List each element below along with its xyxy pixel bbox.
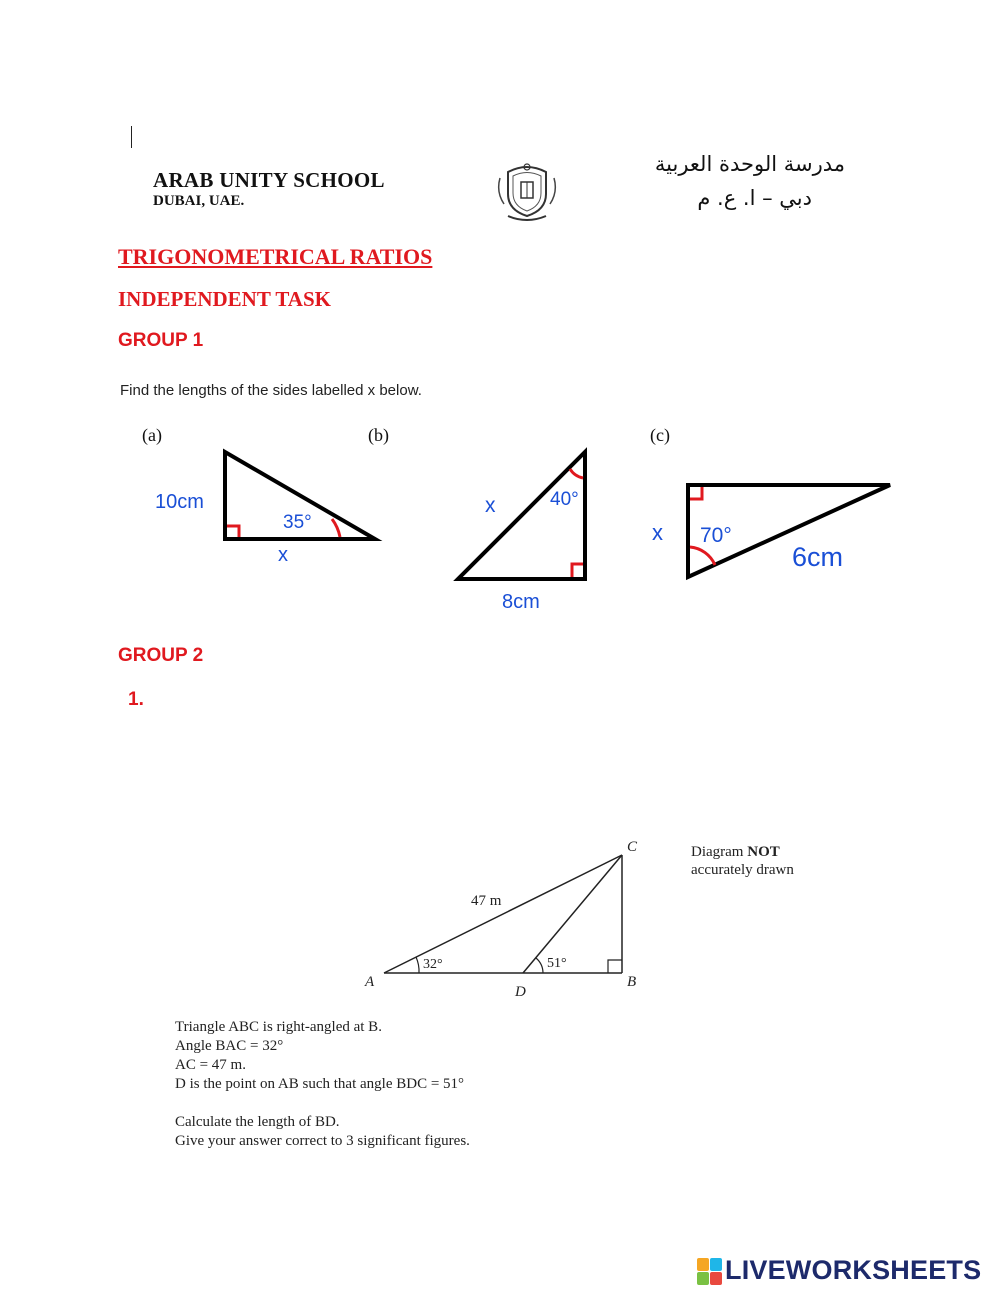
liveworksheets-logo[interactable] [697, 1255, 981, 1286]
triangle-a-unknown: x [278, 544, 288, 566]
group1-heading: GROUP 1 [118, 330, 204, 351]
triangle-b-right-angle [572, 564, 583, 577]
page-title: TRIGONOMETRICAL RATIOS [118, 244, 433, 269]
angle-d-label: 51° [547, 956, 567, 971]
triangle-b-unknown: x [485, 494, 496, 517]
diagram-note [691, 843, 794, 879]
problem-text [175, 1018, 470, 1151]
triangle-c [640, 470, 900, 590]
triangle-b-side: 8cm [502, 591, 540, 613]
task-line: Calculate the length of BD. [175, 1114, 340, 1130]
diagram-b-label: (b) [368, 425, 389, 445]
vertex-b: B [627, 974, 637, 990]
triangle-b-angle-arc [570, 469, 583, 478]
vertex-d: D [515, 984, 526, 1000]
triangle-a-right-angle [227, 526, 239, 537]
triangle-a-angle-arc [332, 519, 340, 537]
triangle-b [440, 440, 610, 620]
problem-line: Triangle ABC is right-angled at B. [175, 1019, 382, 1035]
triangle-abc-figure [355, 830, 655, 1005]
arabic-school-name: مدرسة الوحدة العربية [654, 152, 845, 176]
problem-line: Angle BAC = 32° [175, 1038, 284, 1054]
text-cursor [131, 126, 132, 148]
problem-line: D is the point on AB such that angle BDC = 51° [175, 1076, 465, 1092]
arabic-school-city: دبي – ا. ع. م [697, 186, 812, 210]
logo-square [697, 1258, 709, 1271]
task-line: Give your answer correct to 3 significant figures. [175, 1133, 470, 1149]
problem-line: AC = 47 m. [175, 1057, 246, 1073]
triangle-c-side: 6cm [792, 542, 844, 572]
triangle-c-angle: 70° [700, 524, 732, 547]
triangle-a-angle: 35° [283, 512, 312, 533]
note-line2: accurately drawn [691, 862, 794, 878]
school-crest-icon [494, 158, 560, 224]
liveworksheets-brand: LIVEWORKSHEETS [725, 1255, 982, 1285]
logo-square [710, 1272, 722, 1285]
logo-square [697, 1272, 709, 1285]
vertex-a: A [365, 974, 375, 990]
triangle-c-angle-arc [690, 547, 715, 565]
diagram-c-label: (c) [650, 425, 670, 445]
school-city: DUBAI, UAE. [153, 193, 245, 209]
logo-square [710, 1258, 722, 1271]
group2-heading: GROUP 2 [118, 645, 204, 666]
triangle-c-unknown: x [652, 520, 663, 545]
diagram-a-label: (a) [142, 425, 162, 445]
group1-instruction: Find the lengths of the sides labelled x below. [120, 382, 422, 399]
school-name: ARAB UNITY SCHOOL [153, 168, 385, 192]
page-subtitle: INDEPENDENT TASK [118, 287, 331, 311]
triangle-c-right-angle [690, 487, 702, 499]
triangle-a-side: 10cm [155, 491, 204, 513]
triangle-a [140, 440, 390, 575]
note-prefix: Diagram [691, 844, 748, 860]
vertex-c: C [627, 839, 638, 855]
triangle-b-angle: 40° [550, 489, 579, 510]
angle-a-label: 32° [423, 957, 443, 972]
liveworksheets-logo-icon [697, 1258, 721, 1284]
hypotenuse-label: 47 m [471, 893, 502, 909]
question-number: 1. [128, 689, 144, 710]
note-bold: NOT [747, 844, 780, 860]
